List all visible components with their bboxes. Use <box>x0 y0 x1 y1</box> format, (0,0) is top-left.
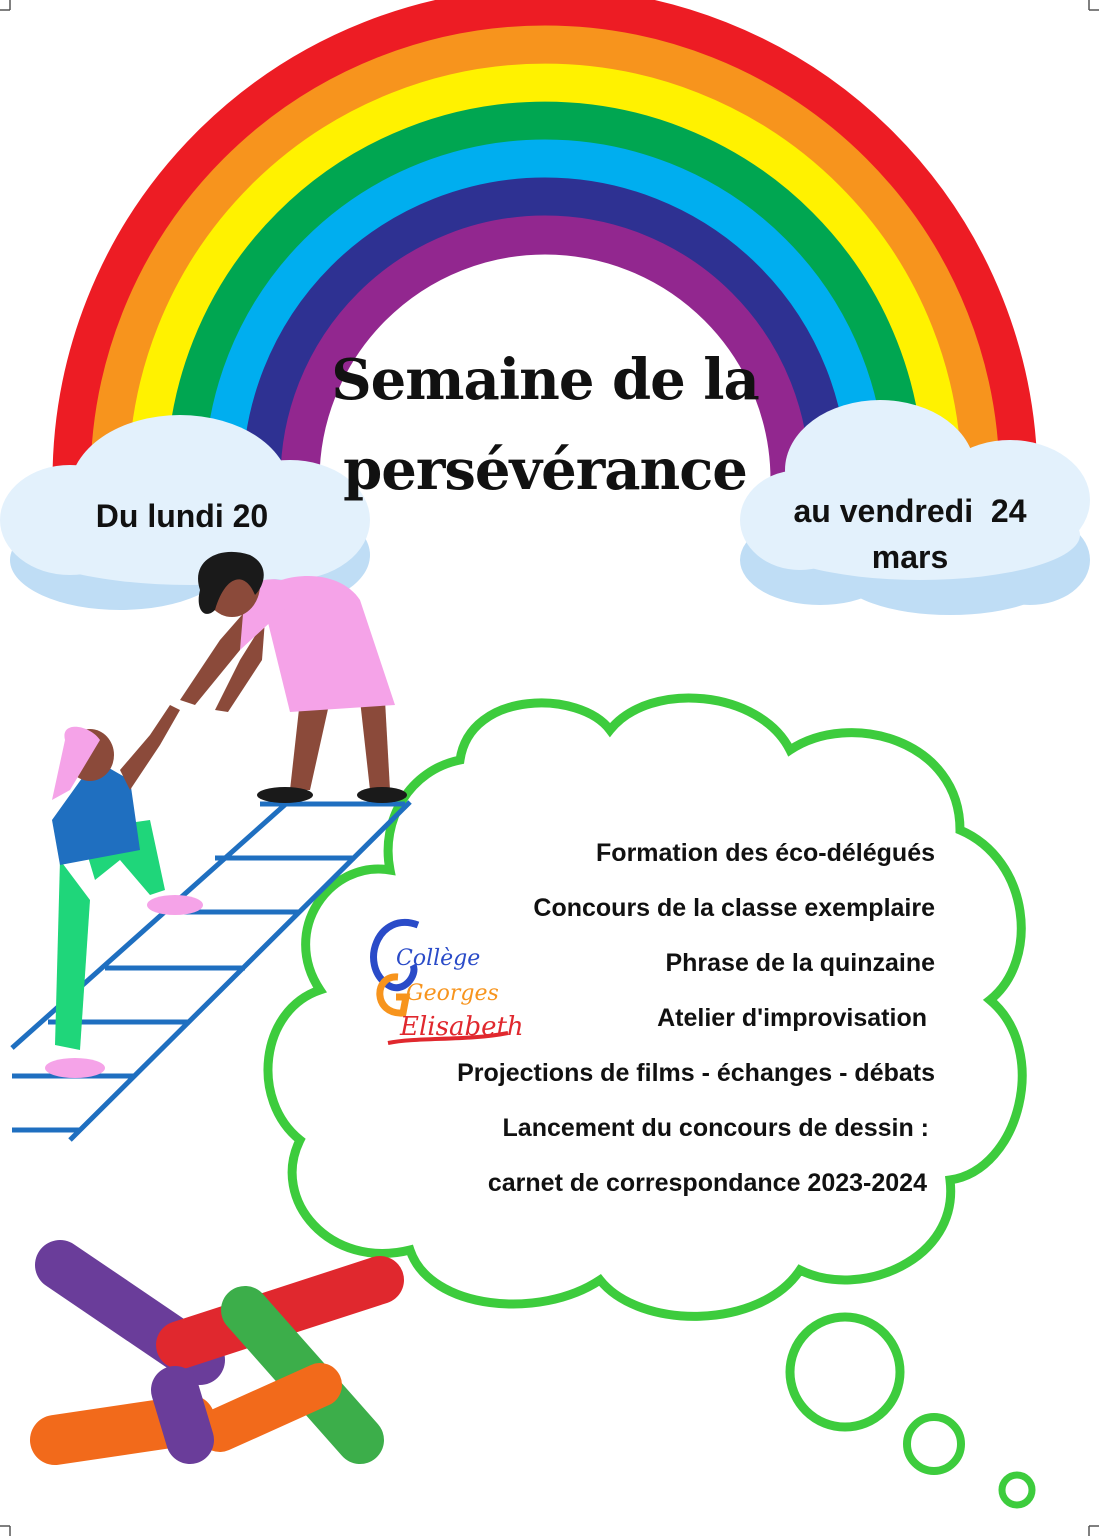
list-item: Formation des éco-délégués <box>596 839 935 867</box>
activities-list <box>380 832 935 1217</box>
list-item: Projections de films - échanges - débats <box>457 1059 935 1087</box>
poster-title <box>300 335 790 515</box>
logo-line-2: Georges <box>406 981 499 1006</box>
date-end-line-2: mars <box>871 539 949 575</box>
logo-line-3: Elisabeth <box>400 1012 524 1042</box>
helping-woman-illustration <box>180 552 407 803</box>
date-end-line-1: au vendredi 24 <box>793 493 1027 529</box>
date-end <box>760 488 1060 580</box>
logo-line-1: Collège <box>396 946 481 971</box>
joined-hands-illustration <box>55 1265 380 1440</box>
list-item: Phrase de la quinzaine <box>665 949 935 977</box>
list-item: Atelier d'improvisation <box>657 1004 927 1032</box>
list-item: Lancement du concours de dessin : <box>502 1114 929 1142</box>
list-item: carnet de correspondance 2023-2024 <box>487 1169 927 1197</box>
title-line-1: Semaine de la <box>331 347 759 413</box>
title-line-2: persévérance <box>343 437 747 503</box>
list-item: Concours de la classe exemplaire <box>533 894 935 922</box>
date-start: Du lundi 20 <box>95 498 269 534</box>
